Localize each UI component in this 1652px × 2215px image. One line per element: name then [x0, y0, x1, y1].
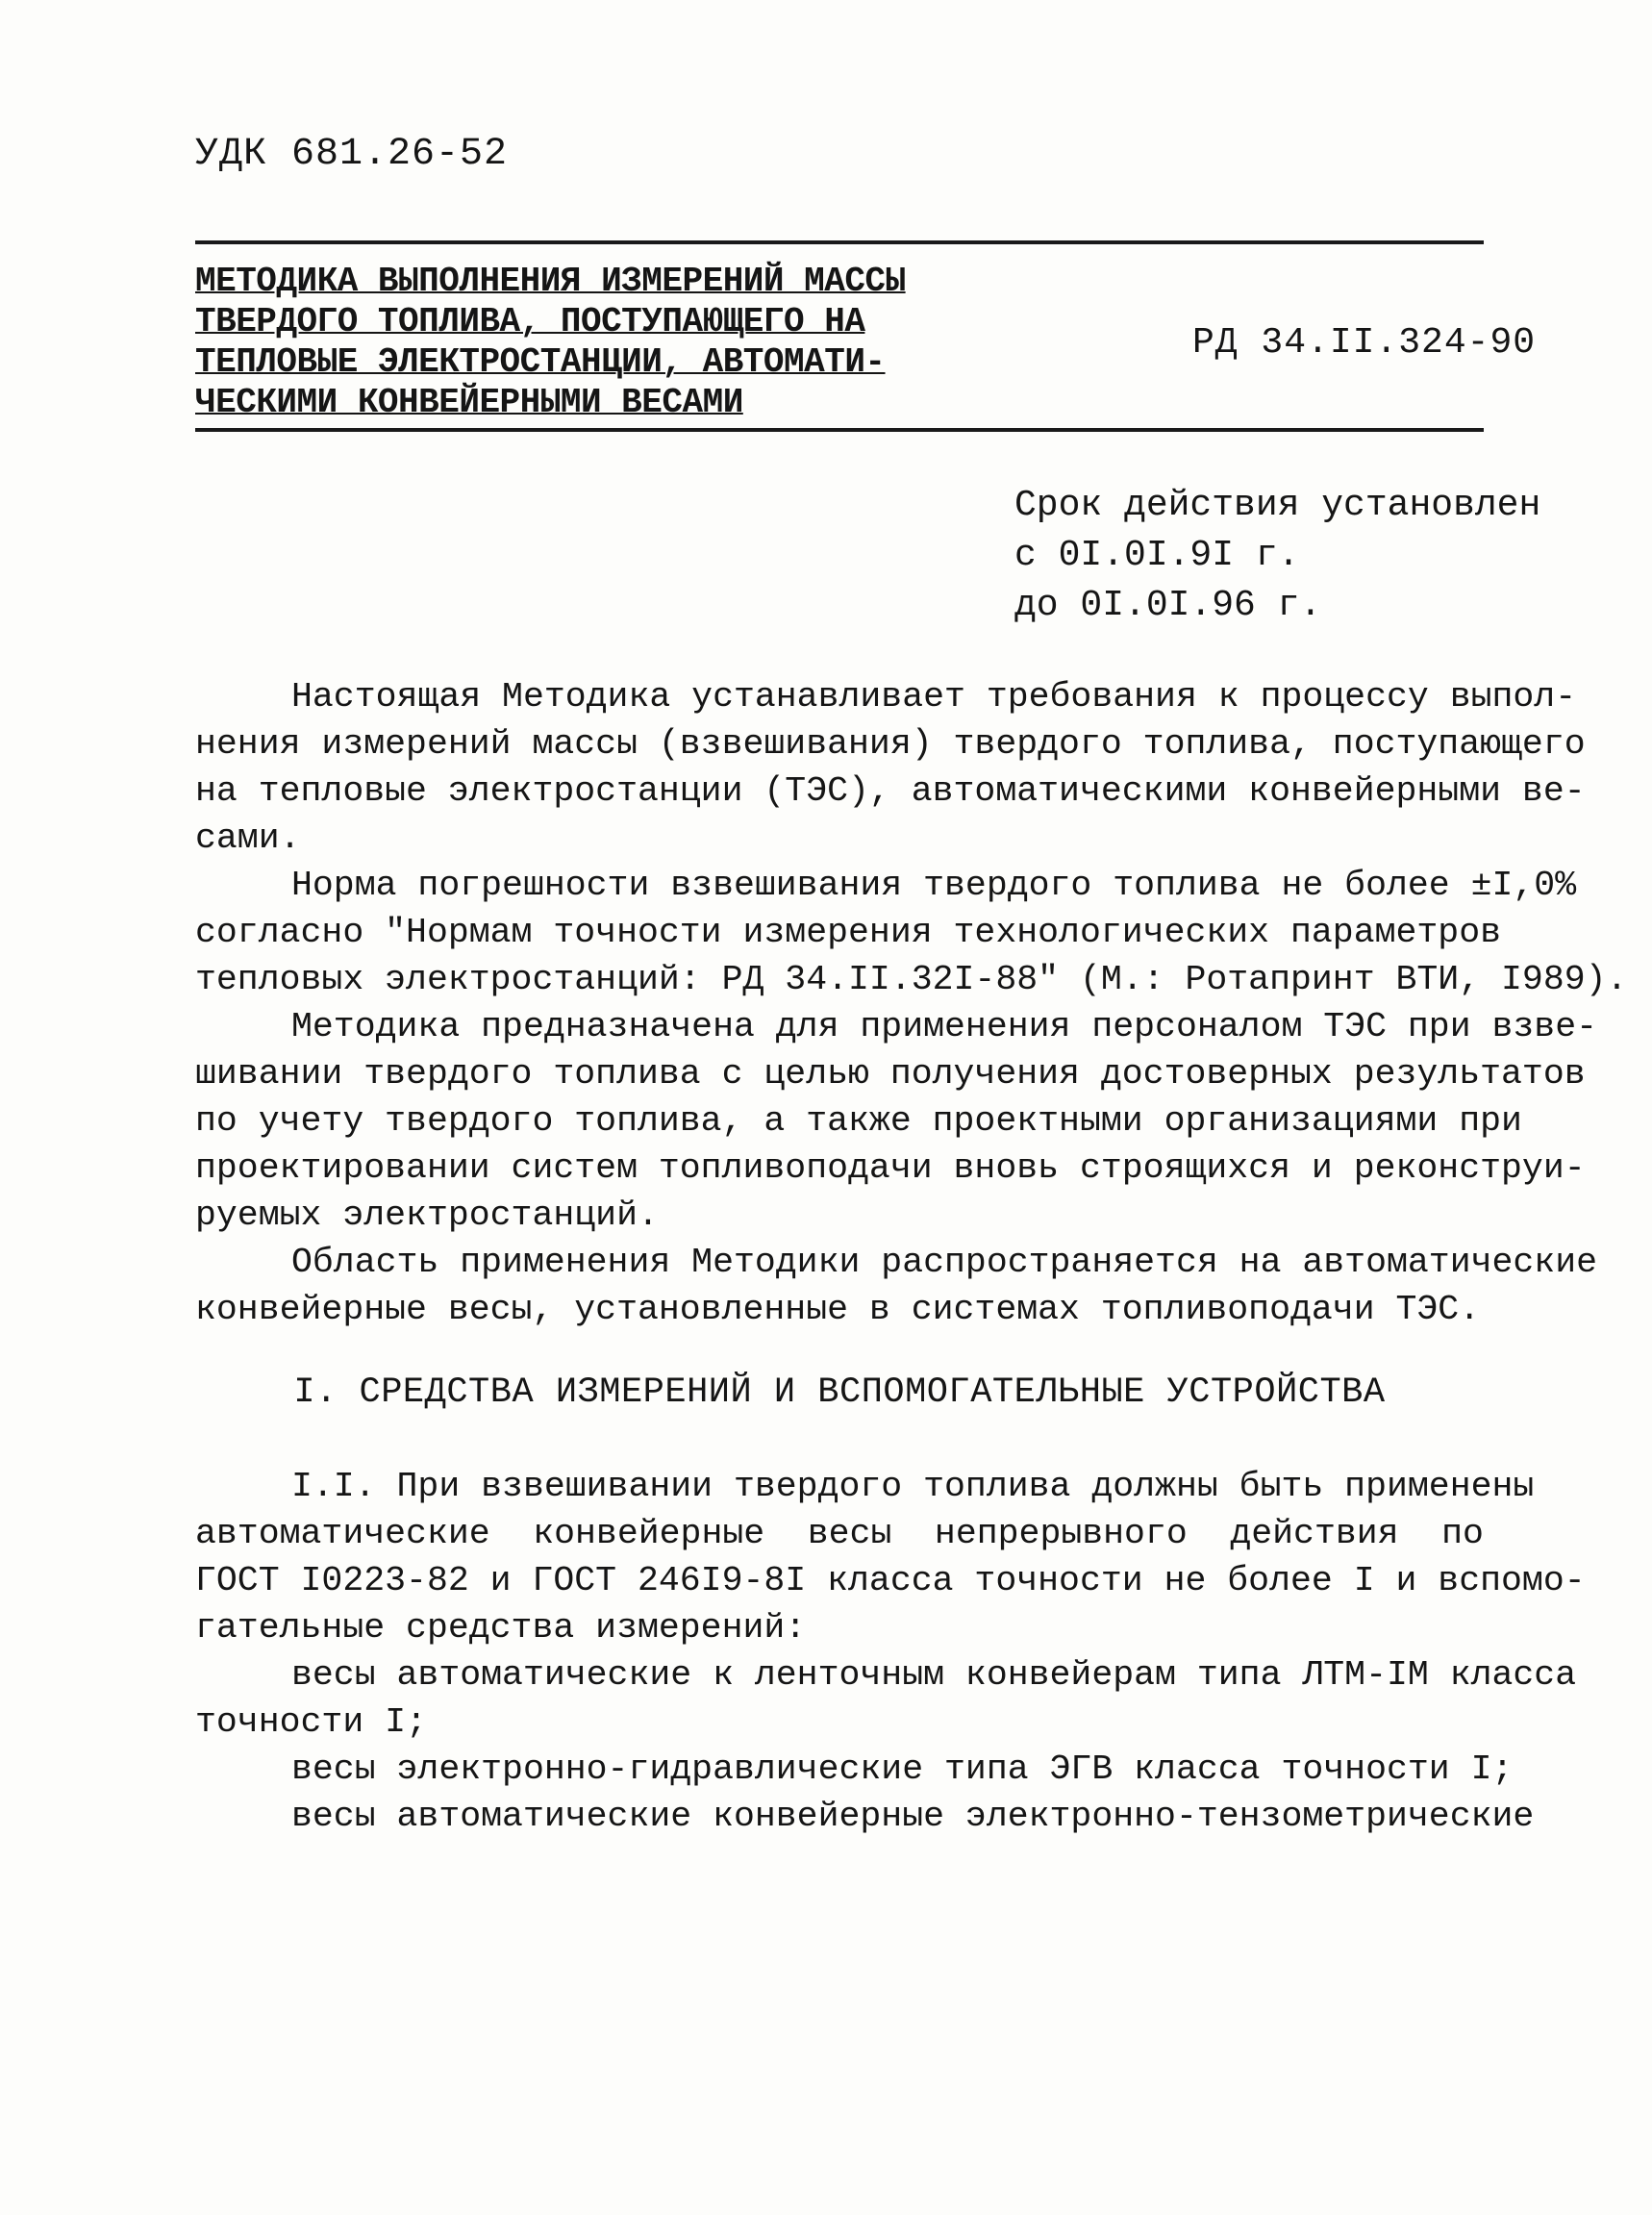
word: весы: [807, 1514, 892, 1553]
text-line: нения измерений массы (взвешивания) твердого топлива, поступающего: [195, 724, 1586, 764]
text-line: проектировании систем топливоподачи вновь строящихся и реконструи-: [195, 1148, 1586, 1188]
list-item: весы электронно-гидравлические типа ЭГВ класса точности I;: [291, 1749, 1514, 1789]
paragraph-purpose: [195, 1003, 1598, 1239]
text-line: на тепловые электростанции (ТЭС), автоматическими конвейерными ве-: [195, 771, 1586, 811]
word: конвейерные: [533, 1514, 765, 1553]
text-line: Настоящая Методика устанавливает требования к процессу выпол-: [291, 677, 1577, 717]
document-code: РД 34.II.324-90: [1192, 322, 1537, 364]
udk-code: УДК 681.26-52: [195, 133, 509, 176]
text-line: согласно "Нормам точности измерения технологических параметров: [195, 913, 1502, 952]
text-line: Норма погрешности взвешивания твердого топлива не более ±I,0%: [291, 866, 1577, 905]
document-body: [195, 673, 1628, 1840]
text-line: тепловых электростанций: РД 34.II.32I-88" (М.: Ротапринт ВТИ, I989).: [195, 960, 1628, 999]
paragraph-scope: [195, 1239, 1598, 1333]
section-heading: I. СРЕДСТВА ИЗМЕРЕНИЙ И ВСПОМОГАТЕЛЬНЫЕ УСТРОЙСТВА: [293, 1372, 1386, 1413]
text-line: ГОСТ I0223-82 и ГОСТ 246I9-8I класса точности не более I и вспомо-: [195, 1561, 1586, 1600]
paragraph-error-norm: [195, 862, 1628, 1003]
paragraph-intro: [195, 673, 1586, 862]
validity-to: до 0I.0I.96 г.: [1014, 585, 1322, 626]
text-line: руемых электростанций.: [195, 1196, 659, 1235]
text-line: гательные средства измерений:: [195, 1608, 807, 1648]
text-line: Методика предназначена для применения персоналом ТЭС при взве-: [291, 1007, 1598, 1046]
validity-block: [1014, 481, 1540, 631]
word: действия: [1230, 1514, 1399, 1553]
text-line: Область применения Методики распространяется на автоматические: [291, 1243, 1598, 1282]
document-title: [195, 262, 906, 423]
list-item: весы автоматические конвейерные электронно-тензометрические: [291, 1797, 1535, 1836]
word: по: [1441, 1514, 1484, 1553]
text-line: сами.: [195, 818, 301, 858]
word: автоматические: [195, 1514, 490, 1553]
equipment-list: [195, 1651, 1577, 1840]
title-line: ЧЕСКИМИ КОНВЕЙЕРНЫМИ ВЕСАМИ: [195, 383, 743, 422]
list-item-continued: точности I;: [195, 1702, 427, 1742]
top-rule: [195, 240, 1484, 244]
text-line-spread: [195, 1510, 1484, 1557]
validity-from: с 0I.0I.9I г.: [1014, 535, 1300, 576]
validity-label: Срок действия установлен: [1014, 485, 1541, 526]
title-line: МЕТОДИКА ВЫПОЛНЕНИЯ ИЗМЕРЕНИЙ МАССЫ: [195, 262, 906, 301]
title-line: ТВЕРДОГО ТОПЛИВА, ПОСТУПАЮЩЕГО НА: [195, 302, 865, 341]
title-line: ТЕПЛОВЫЕ ЭЛЕКТРОСТАНЦИИ, АВТОМАТИ-: [195, 342, 886, 382]
text-line: конвейерные весы, установленные в системах топливоподачи ТЭС.: [195, 1290, 1481, 1329]
text-line: по учету твердого топлива, а также проектными организациями при: [195, 1101, 1522, 1141]
text-line: шивании твердого топлива с целью получения достоверных результатов: [195, 1054, 1586, 1094]
bottom-rule: [195, 428, 1484, 432]
text-line: I.I. При взвешивании твердого топлива должны быть применены: [291, 1467, 1535, 1506]
paragraph-1-1: [195, 1463, 1586, 1651]
word: непрерывного: [934, 1514, 1188, 1553]
list-item: весы автоматические к ленточным конвейерам типа ЛТМ-IМ класса: [291, 1655, 1577, 1695]
